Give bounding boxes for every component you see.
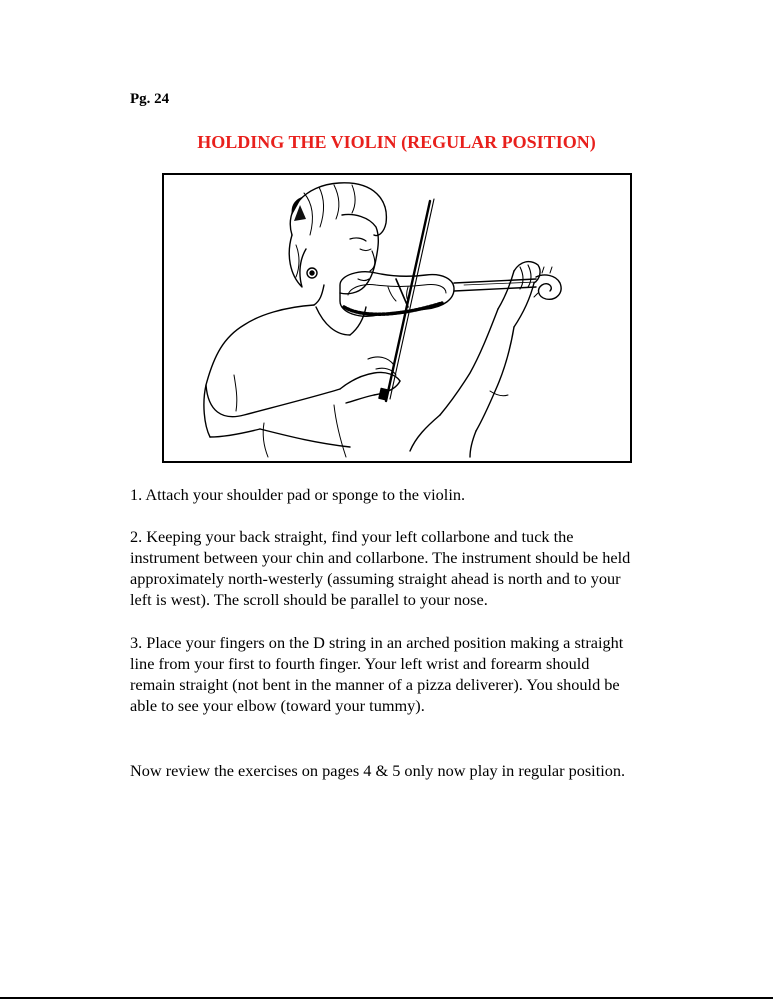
violin-illustration-frame xyxy=(162,173,632,463)
instruction-step-2-line-2: instrument between your chin and collarbone. The instrument should be held xyxy=(130,548,631,567)
violin-shape xyxy=(340,267,561,316)
face-shape xyxy=(307,215,378,294)
instruction-step-1 xyxy=(130,484,690,505)
closing-note: Now review the exercises on pages 4 & 5 only now play in regular position. xyxy=(130,761,626,780)
instruction-step-1-line-1: 1. Attach your shoulder pad or sponge to the violin. xyxy=(130,485,466,504)
page-title: HOLDING THE VIOLIN (REGULAR POSITION) xyxy=(197,132,596,152)
instruction-step-3-line-3: remain straight (not bent in the manner of a pizza deliverer). You should be xyxy=(130,675,620,694)
bow-arm-shape xyxy=(206,357,400,417)
instruction-step-3-line-4: able to see your elbow (toward your tummy). xyxy=(130,696,425,715)
instruction-step-3-line-2: line from your first to fourth finger. Your left wrist and forearm should xyxy=(130,654,590,673)
page-number: Pg. 24 xyxy=(130,91,170,107)
instruction-step-2-line-3: approximately north-westerly (assuming straight ahead is north and to your xyxy=(130,569,621,588)
left-hand-shape xyxy=(498,262,540,327)
hair-shape xyxy=(289,183,386,287)
left-arm-shape xyxy=(410,309,514,457)
instruction-step-3-line-1: 3. Place your fingers on the D string in an arched position making a straight xyxy=(130,633,624,652)
instruction-step-2 xyxy=(130,526,690,610)
bow-shape xyxy=(379,199,434,401)
instruction-step-3 xyxy=(130,632,690,716)
violinist-illustration xyxy=(164,175,630,461)
instruction-step-2-line-1: 2. Keeping your back straight, find your left collarbone and tuck the xyxy=(130,527,574,546)
bottom-rule xyxy=(0,997,773,999)
sweater-detail-shape xyxy=(260,405,350,457)
instruction-step-2-line-4: left is west). The scroll should be parallel to your nose. xyxy=(130,590,488,609)
